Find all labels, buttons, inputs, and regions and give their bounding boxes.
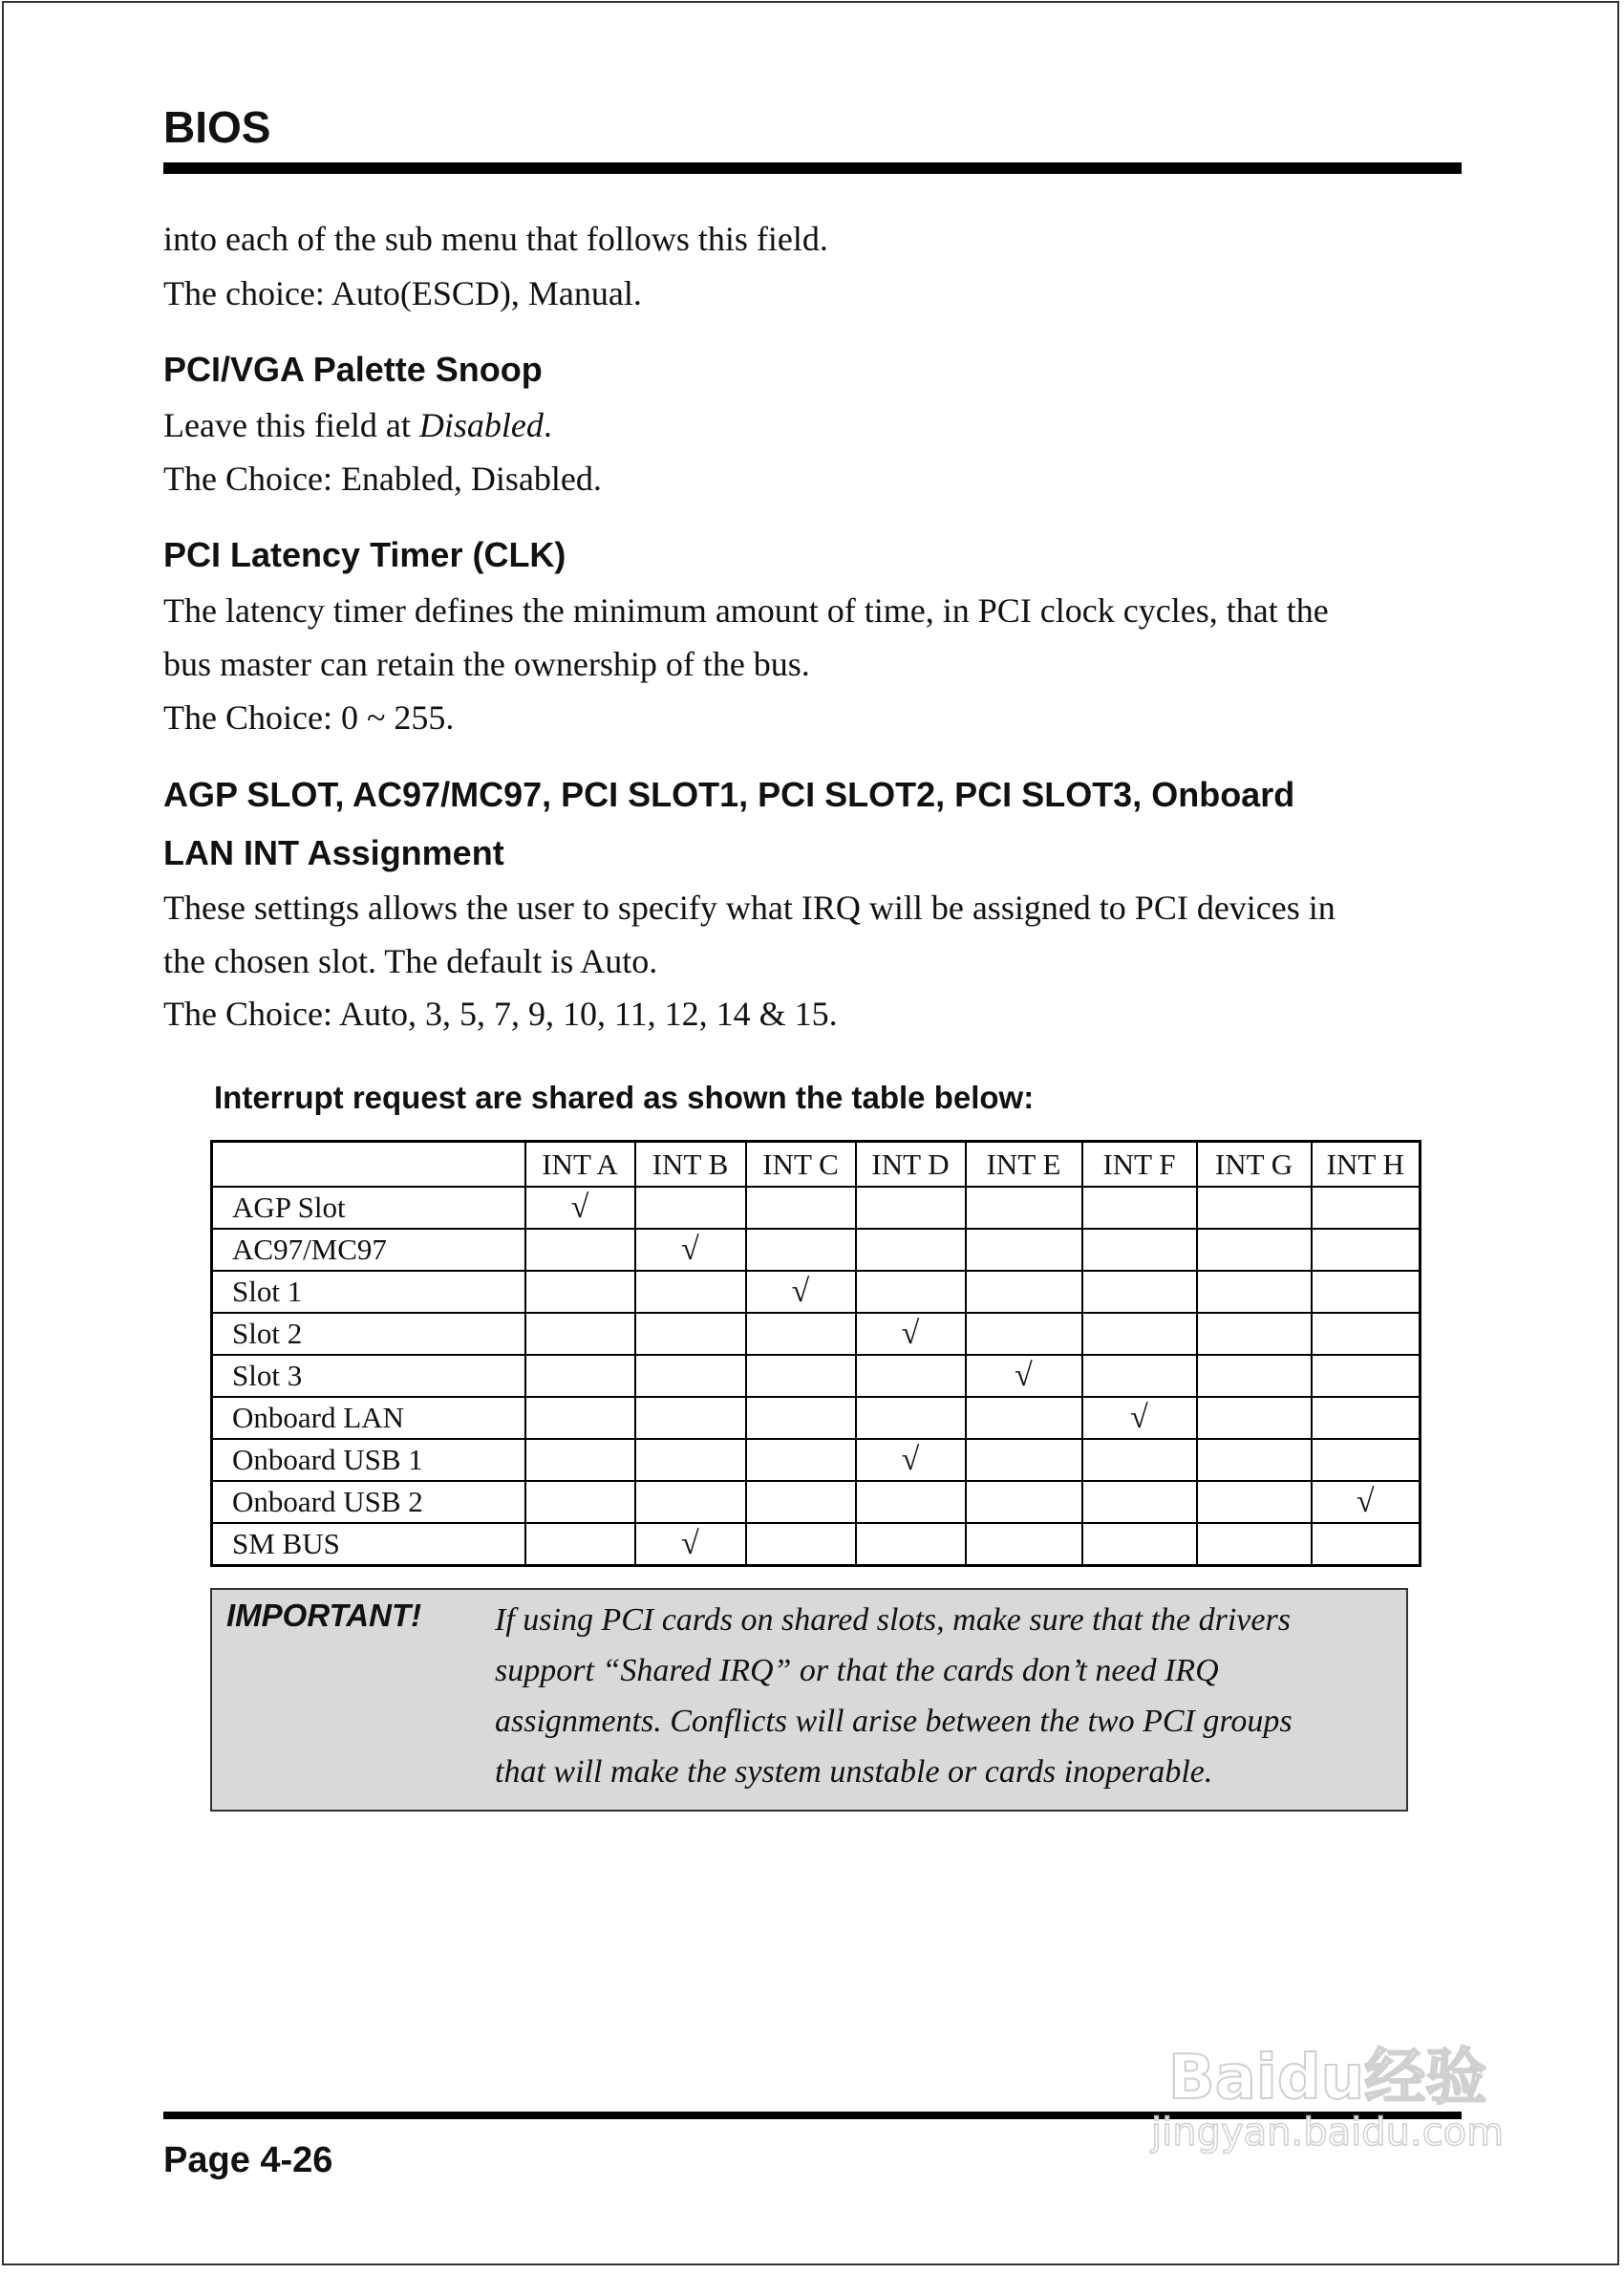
empty-cell: [525, 1397, 635, 1439]
page-border: [2, 1, 1619, 2265]
empty-cell: [966, 1523, 1082, 1566]
table-row: [212, 1523, 1421, 1566]
empty-cell: [1197, 1313, 1312, 1355]
watermark-url: jingyan.baidu.com: [1151, 2111, 1505, 2155]
empty-cell: [1197, 1523, 1312, 1566]
empty-cell: [856, 1355, 966, 1397]
column-header: INT A: [525, 1142, 635, 1188]
empty-cell: [746, 1481, 856, 1523]
row-label: Onboard USB 2: [212, 1481, 525, 1523]
empty-cell: [1082, 1187, 1197, 1229]
empty-cell: [635, 1271, 746, 1313]
empty-cell: [966, 1439, 1082, 1481]
empty-cell: [746, 1313, 856, 1355]
important-title: IMPORTANT!: [226, 1598, 422, 1633]
row-label: SM BUS: [212, 1523, 525, 1566]
empty-cell: [966, 1313, 1082, 1355]
empty-cell: [1197, 1397, 1312, 1439]
empty-cell: [746, 1523, 856, 1566]
check-mark-cell: √: [966, 1355, 1082, 1397]
column-header: INT G: [1197, 1142, 1312, 1188]
empty-cell: [856, 1481, 966, 1523]
empty-cell: [966, 1481, 1082, 1523]
check-mark-cell: √: [856, 1313, 966, 1355]
row-label: AGP Slot: [212, 1187, 525, 1229]
row-label: Onboard USB 1: [212, 1439, 525, 1481]
empty-cell: [525, 1271, 635, 1313]
note-line: that will make the system unstable or cards inoperable.: [495, 1754, 1213, 1790]
empty-cell: [746, 1355, 856, 1397]
empty-cell: [966, 1397, 1082, 1439]
check-mark-cell: √: [635, 1229, 746, 1271]
empty-cell: [1082, 1439, 1197, 1481]
empty-cell: [525, 1523, 635, 1566]
watermark-logo: Baidu经验: [1167, 2043, 1487, 2113]
empty-cell: [525, 1229, 635, 1271]
important-note: [210, 1588, 1408, 1812]
check-mark-cell: √: [746, 1271, 856, 1313]
text-run: .: [543, 406, 552, 444]
column-header: INT D: [856, 1142, 966, 1188]
empty-cell: [1312, 1187, 1421, 1229]
empty-cell: [1312, 1523, 1421, 1566]
row-label: AC97/MC97: [212, 1229, 525, 1271]
empty-cell: [966, 1187, 1082, 1229]
empty-cell: [856, 1523, 966, 1566]
row-label: Slot 1: [212, 1271, 525, 1313]
empty-cell: [746, 1229, 856, 1271]
table-row: [212, 1481, 1421, 1523]
empty-cell: [525, 1481, 635, 1523]
column-header: INT B: [635, 1142, 746, 1188]
emphasis-text: Disabled: [418, 406, 544, 444]
empty-cell: [1082, 1313, 1197, 1355]
irq-table: [210, 1140, 1421, 1567]
empty-cell: [635, 1481, 746, 1523]
empty-cell: [1197, 1229, 1312, 1271]
section-heading: PCI Latency Timer (CLK): [163, 535, 566, 574]
empty-cell: [856, 1271, 966, 1313]
table-row: [212, 1355, 1421, 1397]
empty-cell: [525, 1355, 635, 1397]
column-header: INT E: [966, 1142, 1082, 1188]
corner-cell: [212, 1142, 525, 1188]
empty-cell: [1197, 1271, 1312, 1313]
empty-cell: [1312, 1313, 1421, 1355]
table-row: [212, 1229, 1421, 1271]
empty-cell: [635, 1439, 746, 1481]
important-body: [495, 1595, 1293, 1797]
empty-cell: [525, 1439, 635, 1481]
section-heading: LAN INT Assignment: [163, 833, 504, 872]
body-text: The Choice: Auto, 3, 5, 7, 9, 10, 11, 12, 14 & 15.: [163, 995, 838, 1033]
column-header: INT F: [1082, 1142, 1197, 1188]
note-line: assignments. Conflicts will arise between the two PCI groups: [495, 1704, 1293, 1739]
empty-cell: [1312, 1355, 1421, 1397]
empty-cell: [746, 1187, 856, 1229]
body-text: The latency timer defines the minimum amount of time, in PCI clock cycles, that the: [163, 591, 1329, 630]
check-mark-cell: √: [1312, 1481, 1421, 1523]
empty-cell: [966, 1271, 1082, 1313]
section-heading: AGP SLOT, AC97/MC97, PCI SLOT1, PCI SLOT2, PCI SLOT3, Onboard: [163, 775, 1295, 814]
body-text: The Choice: 0 ~ 255.: [163, 698, 455, 737]
empty-cell: [856, 1397, 966, 1439]
table-row: [212, 1313, 1421, 1355]
column-header: INT H: [1312, 1142, 1421, 1188]
body-text: bus master can retain the ownership of the bus.: [163, 645, 810, 683]
body-text: The Choice: Enabled, Disabled.: [163, 460, 602, 498]
empty-cell: [1312, 1229, 1421, 1271]
empty-cell: [856, 1187, 966, 1229]
empty-cell: [746, 1439, 856, 1481]
empty-cell: [1082, 1271, 1197, 1313]
page-number: Page 4-26: [163, 2140, 333, 2180]
empty-cell: [1197, 1355, 1312, 1397]
check-mark-cell: √: [1082, 1397, 1197, 1439]
empty-cell: [746, 1397, 856, 1439]
table-row: [212, 1187, 1421, 1229]
row-label: Slot 3: [212, 1355, 525, 1397]
table-row: [212, 1271, 1421, 1313]
empty-cell: [1312, 1397, 1421, 1439]
empty-cell: [635, 1397, 746, 1439]
empty-cell: [1312, 1271, 1421, 1313]
body-text: into each of the sub menu that follows this field.: [163, 220, 828, 258]
header-rule: [163, 162, 1462, 174]
note-line: support “Shared IRQ” or that the cards don’t need IRQ: [495, 1653, 1219, 1688]
empty-cell: [1082, 1229, 1197, 1271]
row-label: Slot 2: [212, 1313, 525, 1355]
empty-cell: [966, 1229, 1082, 1271]
empty-cell: [635, 1187, 746, 1229]
header-title: BIOS: [163, 102, 271, 152]
table-caption: Interrupt request are shared as shown the table below:: [214, 1080, 1035, 1115]
check-mark-cell: √: [635, 1523, 746, 1566]
empty-cell: [635, 1313, 746, 1355]
check-mark-cell: √: [525, 1187, 635, 1229]
empty-cell: [1197, 1187, 1312, 1229]
empty-cell: [1082, 1355, 1197, 1397]
body-text: These settings allows the user to specify what IRQ will be assigned to PCI devices in: [163, 889, 1336, 927]
body-text: [163, 398, 552, 452]
section-heading: PCI/VGA Palette Snoop: [163, 350, 543, 389]
empty-cell: [635, 1355, 746, 1397]
empty-cell: [856, 1229, 966, 1271]
table-row: [212, 1439, 1421, 1481]
note-line: If using PCI cards on shared slots, make sure that the drivers: [495, 1602, 1291, 1638]
baidu-watermark: [1151, 2045, 1504, 2154]
empty-cell: [1312, 1439, 1421, 1481]
empty-cell: [525, 1313, 635, 1355]
text-run: Leave this field at: [163, 406, 419, 444]
column-header: INT C: [746, 1142, 856, 1188]
check-mark-cell: √: [856, 1439, 966, 1481]
body-text: the chosen slot. The default is Auto.: [163, 942, 658, 980]
body-text: The choice: Auto(ESCD), Manual.: [163, 274, 642, 312]
row-label: Onboard LAN: [212, 1397, 525, 1439]
empty-cell: [1197, 1439, 1312, 1481]
empty-cell: [1082, 1523, 1197, 1566]
empty-cell: [1082, 1481, 1197, 1523]
table-row: [212, 1397, 1421, 1439]
empty-cell: [1197, 1481, 1312, 1523]
